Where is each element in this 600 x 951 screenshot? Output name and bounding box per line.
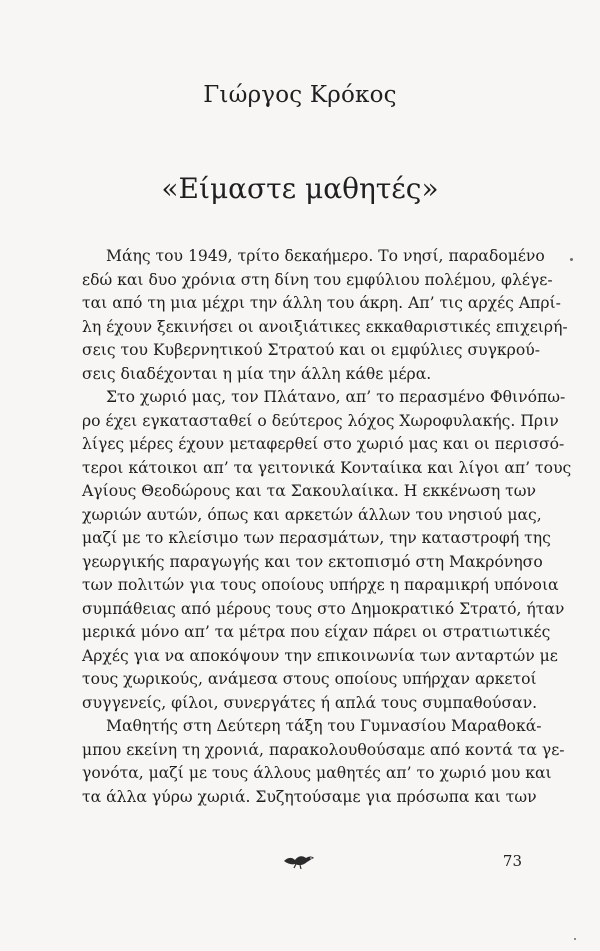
- text-line: ται από τη μια μέχρι την άλλη του άκρη. Απ’ τις αρχές Απρί-: [82, 294, 561, 312]
- paragraph: [82, 386, 572, 715]
- text-line: Στο χωριό μας, τον Πλάτανο, απ’ το περασμένο Φθινόπω-: [106, 388, 566, 406]
- text-line: ρο έχει εγκατασταθεί ο δεύτερος λόχος Χωροφυλακής. Πριν: [82, 411, 559, 430]
- text-line: τα άλλα γύρω χωριά. Συζητούσαμε για πρόσωπα και των: [82, 787, 537, 806]
- text-line: συγγενείς, φίλοι, συνεργάτες ή απλά τους συμπαθούσαν.: [82, 693, 538, 712]
- author-name: Γιώργος Κρόκος: [203, 82, 397, 108]
- text-line: Μαθητής στη Δεύτερη τάξη του Γυμνασίου Μαραθοκά-: [106, 717, 542, 735]
- text-line: Μάης του 1949, τρίτο δεκαήμερο. Το νησί, παραδομένο: [106, 247, 545, 265]
- text-line: Αρχές για να αποκόψουν την επικοινωνία των ανταρτών με: [82, 646, 558, 665]
- text-line: Αγίους Θεοδώρους και τα Σακουλαίικα. Η εκκένωση των: [82, 482, 536, 500]
- text-line: συμπάθειας από μέρους τους στο Δημοκρατικό Στρατό, ήταν: [82, 599, 565, 618]
- text-line: μερικά μόνο απ’ τα μέτρα που είχαν πάρει οι στρατιωτικές: [82, 623, 551, 641]
- body-text: [82, 245, 572, 809]
- text-line: γεωργικής παραγωγής και τον εκτοπισμό στη Μακρόνησο: [82, 552, 543, 571]
- text-line: των πολιτών για τους οποίους υπήρχε η παραμικρή υπόνοια: [82, 576, 559, 594]
- text-line: τους χωρικούς, ανάμεσα στους οποίους υπήρχαν αρκετοί: [82, 670, 537, 688]
- paragraph: [82, 715, 565, 809]
- text-line: γονότα, μαζί με τους άλλους μαθητές απ’ το χωριό μου και: [82, 764, 552, 782]
- paragraph: [82, 245, 568, 386]
- text-line: χωριών αυτών, όπως και αρκετών άλλων του νησιού μας,: [82, 505, 542, 524]
- text-line: μαζί με το κλείσιμο των περασμάτων, την καταστροφή της: [82, 529, 551, 547]
- text-line: σεις του Κυβερνητικού Στρατού και οι εμφύλιες συγκρού-: [82, 341, 540, 359]
- paper-speck: [574, 938, 576, 940]
- text-line: λη έχουν ξεκινήσει οι ανοιξιάτικες εκκαθαριστικές επιχειρή-: [82, 317, 568, 336]
- paper-speck: [570, 258, 573, 261]
- bird-ornament-icon: [282, 852, 316, 870]
- chapter-title: «Είμαστε μαθητές»: [161, 172, 439, 205]
- page-number: 73: [502, 852, 522, 870]
- text-line: σεις διαδέχονται η μία την άλλη κάθε μέρα.: [82, 364, 432, 383]
- text-line: τεροι κάτοικοι απ’ τα γειτονικά Κονταίικα και λίγοι απ’ τους: [82, 458, 572, 477]
- text-line: λίγες μέρες έχουν μεταφερθεί στο χωριό μας και οι περισσό-: [82, 435, 565, 453]
- text-line: μπου εκείνη τη χρονιά, παρακολουθούσαμε από κοντά τα γε-: [82, 740, 565, 759]
- text-line: εδώ και δυο χρόνια στη δίνη του εμφύλιου πολέμου, φλέγε-: [82, 270, 553, 289]
